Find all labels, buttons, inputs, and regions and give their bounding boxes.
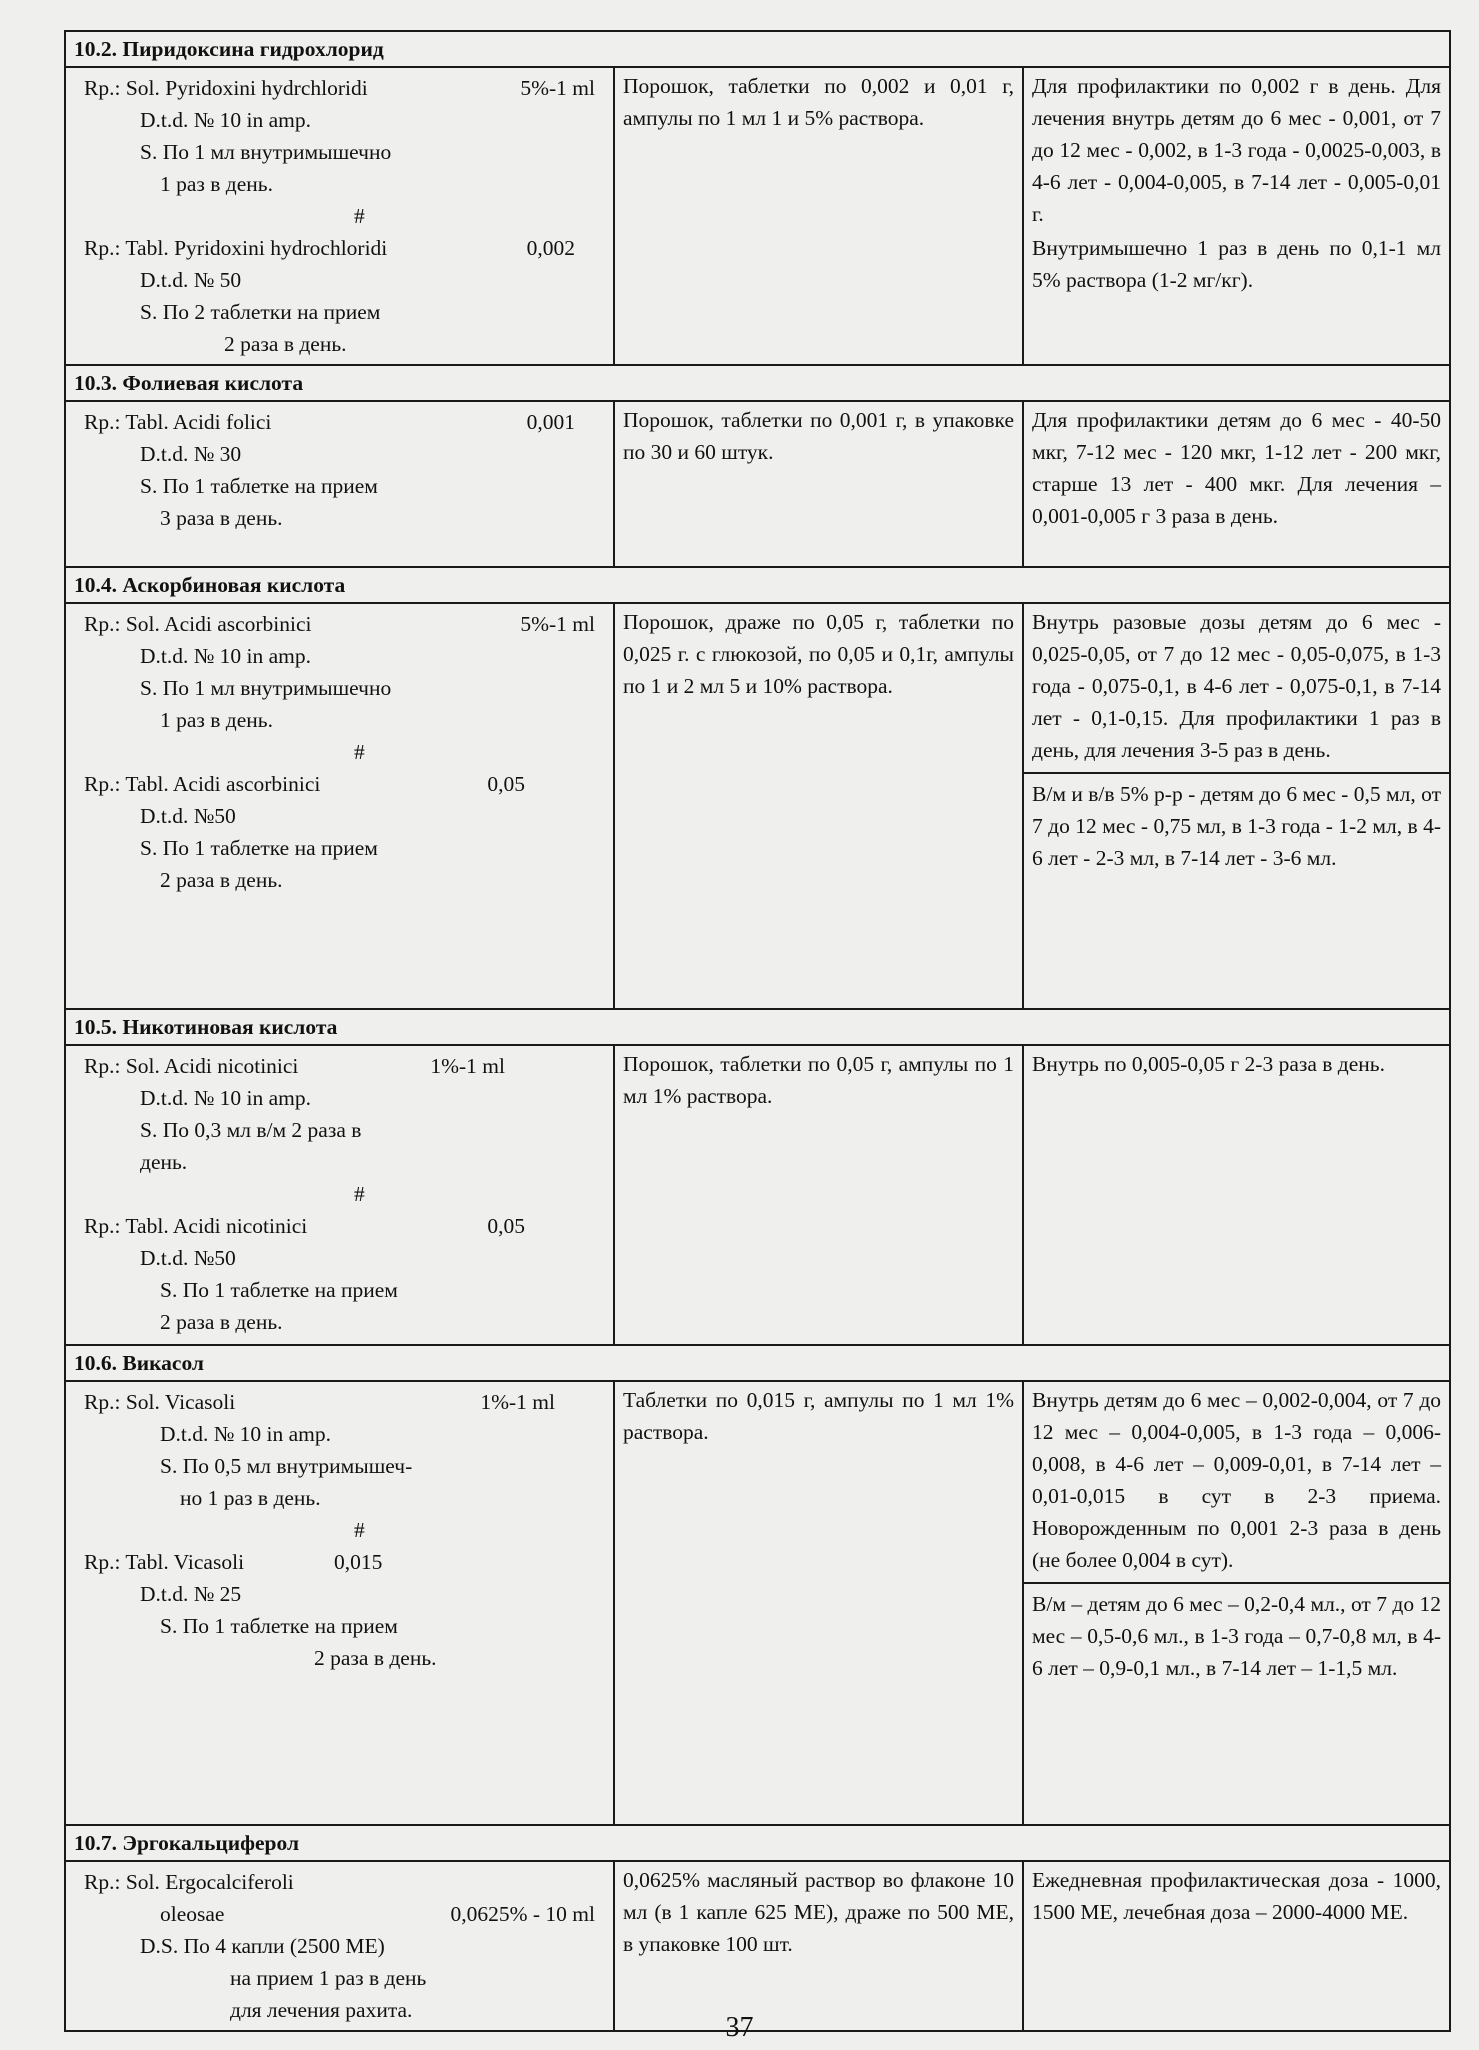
prescription-cell bbox=[65, 401, 614, 567]
section-header-10-5 bbox=[65, 1009, 1450, 1045]
section-header-10-6 bbox=[65, 1345, 1450, 1381]
rx-line: S. По 0,3 мл в/м 2 раза в bbox=[140, 1118, 362, 1142]
rx-line: Rp.: Sol. Vicasoli bbox=[84, 1390, 236, 1414]
rx-line: на прием 1 раз в день bbox=[230, 1966, 427, 1990]
section-header-10-7 bbox=[65, 1825, 1450, 1861]
rx-dose: 0,001 bbox=[526, 410, 575, 434]
rx-dose: 0,015 bbox=[334, 1550, 383, 1574]
rx-line: Rp.: Tabl. Acidi ascorbinici bbox=[84, 772, 321, 796]
prescription-table bbox=[64, 30, 1451, 2032]
form-cell: Порошок, драже по 0,05 г, таблетки по 0,025 г. с глюкозой, по 0,05 и 0,1г, ампулы по 1 и 2 мл 5 и 10% раствора. bbox=[614, 603, 1023, 1009]
section-row-10-3 bbox=[65, 401, 1450, 567]
rx-line: Rp.: Sol. Pyridoxini hydrchloridi bbox=[84, 76, 368, 100]
rx-line: Rp.: Sol. Acidi nicotinici bbox=[84, 1054, 299, 1078]
rx-line: D.S. По 4 капли (2500 МЕ) bbox=[140, 1934, 385, 1958]
section-title: 10.6. Викасол bbox=[65, 1345, 1450, 1381]
section-row-10-5 bbox=[65, 1045, 1450, 1345]
rx-line: D.t.d. № 10 in amp. bbox=[140, 1086, 312, 1110]
page-number: 37 bbox=[725, 2012, 754, 2043]
dosage-cell bbox=[1023, 67, 1450, 365]
prescription-cell bbox=[65, 1045, 614, 1345]
prescription-cell bbox=[65, 1381, 614, 1825]
rx-line: 2 раза в день. bbox=[160, 1310, 283, 1334]
rx-dose: 0,0625% - 10 ml bbox=[450, 1902, 595, 1926]
section-header-10-4 bbox=[65, 567, 1450, 603]
rx-dose: 1%-1 ml bbox=[480, 1390, 555, 1414]
rx-line: S. По 1 таблетке на прием bbox=[140, 474, 378, 498]
rx-line: Rp.: Tabl. Acidi nicotinici bbox=[84, 1214, 308, 1238]
rx-line: D.t.d. № 10 in amp. bbox=[140, 108, 312, 132]
dosage-cell bbox=[1023, 1381, 1450, 1825]
section-title: 10.2. Пиридоксина гидрохлорид bbox=[65, 31, 1450, 67]
form-cell: Порошок, таблетки по 0,002 и 0,01 г, ампулы по 1 мл 1 и 5% раствора. bbox=[614, 67, 1023, 365]
dosage-cell: Внутрь по 0,005-0,05 г 2-3 раза в день. bbox=[1023, 1045, 1450, 1345]
rx-line: 1 раз в день. bbox=[160, 708, 273, 732]
dosage-text: Внутрь разовые дозы детям до 6 мес - 0,025-0,05, от 7 до 12 мес - 0,05-0,075, в 1-3 года - 0,075-0,1, в 4-6 лет - 0,075-0,1, в 7-14 лет - 0,1-0,15. Для профилактики 1 раз в день, для лечения 3-5 раз в день. bbox=[1032, 610, 1442, 762]
rx-line: 2 раза в день. bbox=[224, 332, 347, 356]
prescription-cell bbox=[65, 67, 614, 365]
rx-line: S. По 0,5 мл внутримышеч- bbox=[160, 1454, 413, 1478]
section-title: 10.5. Никотиновая кислота bbox=[65, 1009, 1450, 1045]
rx-line: S. По 1 таблетке на прием bbox=[140, 836, 378, 860]
rx-line: oleosae bbox=[160, 1902, 225, 1926]
section-title: 10.3. Фолиевая кислота bbox=[65, 365, 1450, 401]
dosage-cell: Ежедневная профилактическая доза - 1000, 1500 МЕ, лечебная доза – 2000-4000 МЕ. bbox=[1023, 1861, 1450, 2031]
rx-line: день. bbox=[140, 1150, 188, 1174]
rx-line: D.t.d. № 50 bbox=[140, 268, 242, 292]
section-row-10-2 bbox=[65, 67, 1450, 365]
section-header-10-3 bbox=[65, 365, 1450, 401]
section-title: 10.7. Эргокальциферол bbox=[65, 1825, 1450, 1861]
rx-line: Rp.: Tabl. Acidi folici bbox=[84, 410, 272, 434]
rx-separator: # bbox=[354, 204, 365, 228]
prescription-cell bbox=[65, 1861, 614, 2031]
rx-dose: 0,05 bbox=[487, 1214, 525, 1238]
rx-line: для лечения рахита. bbox=[230, 1998, 413, 2022]
rx-line: 3 раза в день. bbox=[160, 506, 283, 530]
dosage-cell: Для профилактики детям до 6 мес - 40-50 мкг, 7-12 мес - 120 мкг, 1-12 лет - 200 мкг, старше 13 лет - 400 мкг. Для лечения – 0,001-0,005 г 3 раза в день. bbox=[1023, 401, 1450, 567]
rx-line: D.t.d. №50 bbox=[140, 804, 236, 828]
rx-line: S. По 1 мл внутримышечно bbox=[140, 676, 392, 700]
rx-line: D.t.d. № 25 bbox=[140, 1582, 242, 1606]
rx-line: S. По 1 мл внутримышечно bbox=[140, 140, 392, 164]
dosage-cell bbox=[1023, 603, 1450, 1009]
section-row-10-6 bbox=[65, 1381, 1450, 1825]
dosage-text: В/м и в/в 5% р-р - детям до 6 мес - 0,5 мл, от 7 до 12 мес - 0,75 мл, в 1-3 года - 1-2 мл, в 4-6 лет - 2-3 мл, в 7-14 лет - 3-6 мл. bbox=[1024, 772, 1449, 874]
rx-line: 1 раз в день. bbox=[160, 172, 273, 196]
rx-dose: 5%-1 ml bbox=[520, 76, 595, 100]
prescription-cell bbox=[65, 603, 614, 1009]
section-header-10-2 bbox=[65, 31, 1450, 67]
rx-line: S. По 1 таблетке на прием bbox=[160, 1278, 398, 1302]
dosage-text: Внутрь детям до 6 мес – 0,002-0,004, от 7 до 12 мес – 0,004-0,005, в 1-3 года – 0,006-0,008, в 4-6 лет – 0,009-0,01, в 7-14 лет – 0,01-0,015 в сут в 2-3 приема. Новорожденным по 0,001 2-3 раза в день (не более 0,004 в сут). bbox=[1032, 1388, 1442, 1572]
form-cell: Порошок, таблетки по 0,001 г, в упаковке по 30 и 60 штук. bbox=[614, 401, 1023, 567]
rx-line: D.t.d. № 10 in amp. bbox=[140, 644, 312, 668]
rx-dose: 5%-1 ml bbox=[520, 612, 595, 636]
rx-line: S. По 1 таблетке на прием bbox=[160, 1614, 398, 1638]
rx-line: 2 раза в день. bbox=[160, 868, 283, 892]
section-row-10-4 bbox=[65, 603, 1450, 1009]
form-cell: Таблетки по 0,015 г, ампулы по 1 мл 1% раствора. bbox=[614, 1381, 1023, 1825]
rx-dose: 0,002 bbox=[526, 236, 575, 260]
rx-line: Rp.: Sol. Acidi ascorbinici bbox=[84, 612, 312, 636]
rx-line: Rp.: Sol. Ergocalciferoli bbox=[84, 1870, 294, 1894]
rx-line: 2 раза в день. bbox=[314, 1646, 437, 1670]
rx-separator: # bbox=[354, 1518, 365, 1542]
rx-dose: 0,05 bbox=[487, 772, 525, 796]
form-cell: Порошок, таблетки по 0,05 г, ампулы по 1 мл 1% раствора. bbox=[614, 1045, 1023, 1345]
form-cell: 0,0625% масляный раствор во флаконе 10 мл (в 1 капле 625 МЕ), драже по 500 МЕ, в упаковке 100 шт. bbox=[614, 1861, 1023, 2031]
dosage-text: В/м – детям до 6 мес – 0,2-0,4 мл., от 7 до 12 мес – 0,5-0,6 мл., в 1-3 года – 0,7-0,8 мл, в 4-6 лет – 0,9-0,1 мл., в 7-14 лет – 1-1,5 мл. bbox=[1024, 1582, 1449, 1684]
dosage-text: Для профилактики по 0,002 г в день. Для лечения внутрь детям до 6 мес - 0,001, от 7 до 12 мес - 0,002, в 1-3 года - 0,0025-0,003, в 4-6 лет - 0,004-0,005, в 7-14 лет - 0,005-0,01 г. bbox=[1032, 74, 1442, 226]
rx-line: D.t.d. № 10 in amp. bbox=[160, 1422, 332, 1446]
rx-line: S. По 2 таблетки на прием bbox=[140, 300, 381, 324]
rx-line: Rp.: Tabl. Pyridoxini hydrochloridi bbox=[84, 236, 388, 260]
rx-line: Rp.: Tabl. Vicasoli bbox=[84, 1550, 245, 1574]
section-row-10-7 bbox=[65, 1861, 1450, 2031]
rx-line: D.t.d. № 30 bbox=[140, 442, 242, 466]
rx-line: но 1 раз в день. bbox=[180, 1486, 321, 1510]
rx-separator: # bbox=[354, 740, 365, 764]
rx-dose: 1%-1 ml bbox=[430, 1054, 505, 1078]
rx-line: D.t.d. №50 bbox=[140, 1246, 236, 1270]
rx-separator: # bbox=[354, 1182, 365, 1206]
dosage-text: Внутримышечно 1 раз в день по 0,1-1 мл 5% раствора (1-2 мг/кг). bbox=[1032, 236, 1442, 292]
section-title: 10.4. Аскорбиновая кислота bbox=[65, 567, 1450, 603]
